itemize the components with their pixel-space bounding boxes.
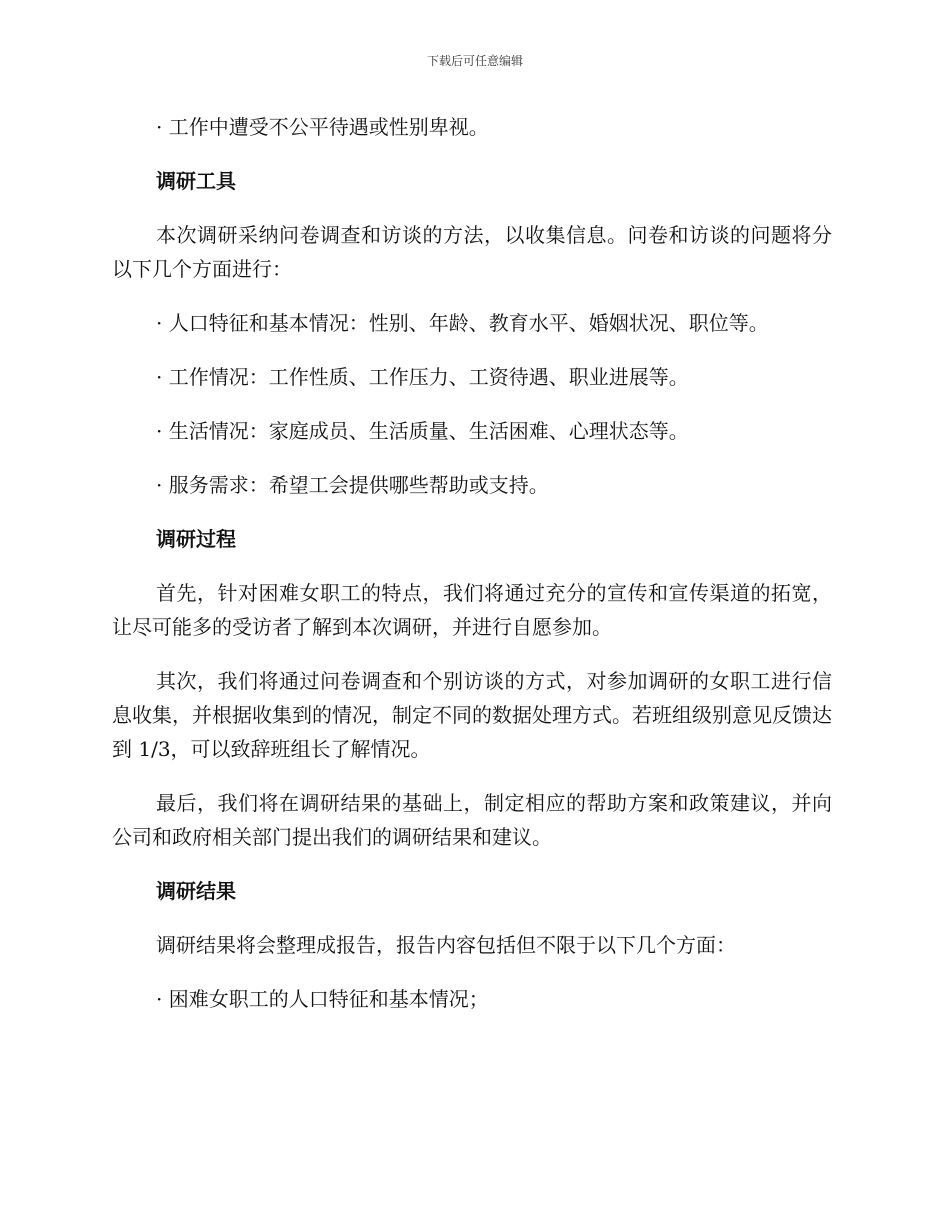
heading-research-results: 调研结果 [156,879,236,903]
paragraph-results-intro: 调研结果将会整理成报告，报告内容包括但不限于以下几个方面： [156,933,736,957]
heading-research-tools: 调研工具 [156,169,236,193]
bullet-service-needs: · 服务需求：希望工会提供哪些帮助或支持。 [156,473,549,497]
heading-research-process: 调研过程 [156,527,236,551]
paragraph-process-first: 首先，针对困难女职工的特点，我们将通过充分的宣传和宣传渠道的拓宽，让尽可能多的受访者了解到本次调研，并进行自愿参加。 [112,581,832,639]
paragraph-tools-intro: 本次调研采纳问卷调查和访谈的方法，以收集信息。问卷和访谈的问题将分以下几个方面进行： [112,223,832,281]
bullet-results-demographics: · 困难女职工的人口特征和基本情况； [156,987,489,1011]
bullet-life-situation: · 生活情况：家庭成员、生活质量、生活困难、心理状态等。 [156,419,689,443]
page-header-note: 下载后可任意编辑 [426,54,523,68]
bullet-unfair-treatment: · 工作中遭受不公平待遇或性别卑视。 [156,115,489,139]
paragraph-process-second: 其次，我们将通过问卷调查和个别访谈的方式，对参加调研的女职工进行信息收集，并根据收集到的情况，制定不同的数据处理方式。若班组级别意见反馈达到 1/3，可以致辞班组长了解情况。 [112,669,832,761]
paragraph-process-last: 最后，我们将在调研结果的基础上，制定相应的帮助方案和政策建议，并向公司和政府相关部门提出我们的调研结果和建议。 [112,791,832,849]
bullet-demographics: · 人口特征和基本情况：性别、年龄、教育水平、婚姻状况、职位等。 [156,311,769,335]
document-body [112,110,832,1036]
bullet-work-situation: · 工作情况：工作性质、工作压力、工资待遇、职业进展等。 [156,365,689,389]
